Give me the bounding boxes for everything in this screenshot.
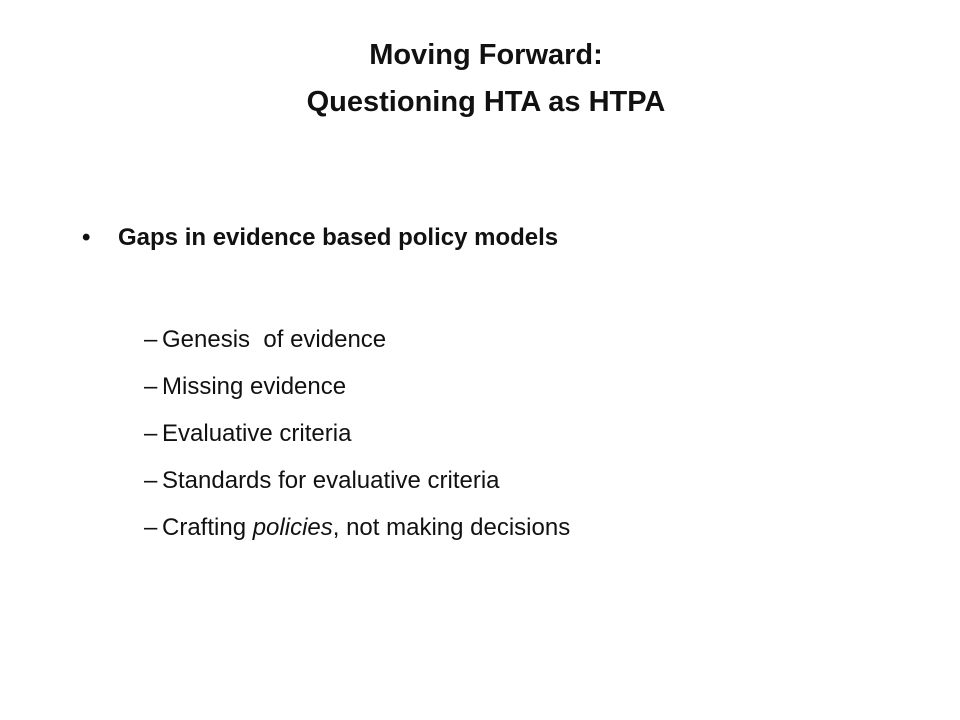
sub-item-missing-evidence: [144, 363, 570, 410]
sub-item-text: Genesis of evidence: [162, 326, 387, 353]
sub-item-text: Standards for evaluative criteria: [162, 467, 500, 494]
main-bullet-text: Gaps in evidence based policy models: [118, 224, 559, 251]
sub-item-text: Missing evidence: [162, 373, 347, 400]
sub-item-standards: [144, 457, 570, 504]
sub-item-genesis: [144, 316, 570, 363]
sub-item-evaluative-criteria: [144, 410, 570, 457]
sub-item-crafting-policies: [144, 504, 570, 551]
bullet-dot-icon: •: [82, 224, 91, 251]
dash-icon: –: [144, 326, 158, 353]
dash-icon: –: [144, 467, 158, 494]
title-line-2: Questioning HTA as HTPA: [306, 86, 666, 118]
sub-item-text: Evaluative criteria: [162, 420, 352, 447]
sub-bullet-list: [144, 316, 570, 551]
title-line-1: Moving Forward:: [369, 39, 603, 71]
dash-icon: –: [144, 420, 158, 447]
sub-item-text-pre: Crafting: [162, 514, 253, 541]
sub-item-text-italic: policies: [252, 514, 333, 541]
sub-item-text-post: , not making decisions: [332, 514, 571, 541]
slide-title: [0, 32, 960, 126]
main-bullet: [82, 218, 558, 258]
dash-icon: –: [144, 373, 158, 400]
dash-icon: –: [144, 514, 158, 541]
